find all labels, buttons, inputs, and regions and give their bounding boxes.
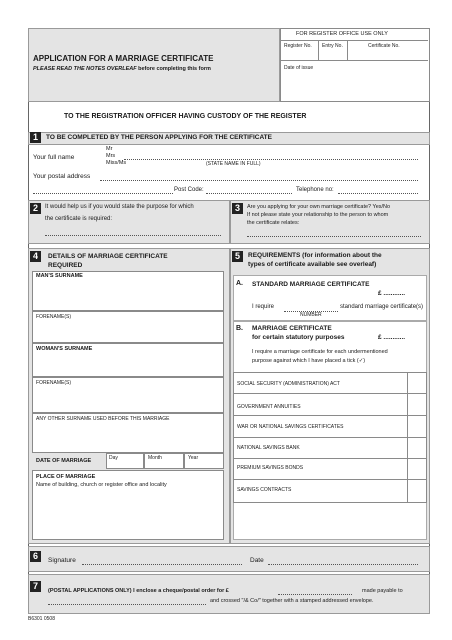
month-label: Month: [148, 455, 162, 461]
section-2-line-2: the certificate is required:: [45, 216, 113, 222]
signature-label: Signature: [48, 557, 76, 564]
purpose-label: PREMIUM SAVINGS BONDS: [237, 465, 304, 471]
state-name-hint: (STATE NAME IN FULL): [206, 161, 261, 167]
womans-forenames-label: FORENAME(S): [36, 380, 71, 386]
purpose-tick-box[interactable]: [407, 415, 427, 439]
section-1-heading: TO BE COMPLETED BY THE PERSON APPLYING FOR THE CERTIFICATE: [46, 134, 272, 141]
signature-field[interactable]: [82, 564, 242, 565]
register-no-field[interactable]: Register No.: [284, 43, 312, 49]
section-3-line-2: If not please state your relationship to the person to whom: [247, 212, 389, 218]
section-7-panel: [28, 574, 430, 614]
payment-amount-field[interactable]: [278, 594, 352, 595]
place-of-marriage-hint: Name of building, church or register office and locality: [36, 482, 167, 488]
section-4-heading-1: DETAILS OF MARRIAGE CERTIFICATE: [48, 253, 168, 260]
telephone-label: Telephone no:: [296, 187, 334, 193]
post-code-field[interactable]: [206, 193, 292, 194]
mans-surname-label: MAN'S SURNAME: [36, 273, 83, 279]
relationship-field[interactable]: [247, 236, 421, 237]
year-label: Year: [188, 455, 199, 461]
section-6-number: 6: [30, 551, 41, 562]
option-a-rest: standard marriage certificate(s): [340, 304, 424, 310]
place-of-marriage-box[interactable]: [32, 470, 224, 540]
date-of-marriage-label: DATE OF MARRIAGE: [36, 458, 92, 464]
postal-payment-line-1: (POSTAL APPLICATIONS ONLY) I enclose a cheque/postal order for £: [48, 588, 229, 594]
section-6-panel: [28, 546, 430, 572]
option-a-require: I require: [252, 304, 275, 310]
to-officer-heading: TO THE REGISTRATION OFFICER HAVING CUSTODY OF THE REGISTER: [64, 113, 307, 120]
option-b-text-2: purpose against which I have placed a tick (✓): [252, 358, 366, 364]
date-field[interactable]: [268, 564, 418, 565]
section-5-heading-1: REQUIREMENTS (for information about the: [248, 252, 382, 259]
title-miss: Miss/Ms: [106, 160, 127, 166]
purpose-tick-box[interactable]: [407, 437, 427, 460]
section-3-number: 3: [232, 203, 243, 214]
title-mrs: Mrs: [106, 153, 116, 159]
purpose-label: SOCIAL SECURITY (ADMINISTRATION) ACT: [237, 381, 340, 387]
section-2-number: 2: [30, 203, 41, 214]
postal-payment-line-2: and crossed "/& Co/" together with a stamped addressed envelope.: [210, 598, 374, 604]
postal-address-label: Your postal address: [33, 173, 91, 180]
day-label: Day: [109, 455, 118, 461]
section-4-number: 4: [30, 251, 41, 262]
option-a-price: £ ............: [378, 290, 406, 297]
entry-no-field[interactable]: Entry No.: [322, 43, 343, 49]
subtitle-rest: before completing this form: [136, 66, 211, 72]
form-subtitle: [33, 66, 211, 72]
option-a-letter: A.: [236, 280, 243, 287]
place-of-marriage-label: PLACE OF MARRIAGE: [36, 474, 96, 480]
other-surname-label: ANY OTHER SURNAME USED BEFORE THIS MARRIAGE: [36, 416, 170, 422]
purpose-label: WAR OR NATIONAL SAVINGS CERTIFICATES: [237, 424, 344, 430]
section-7-number: 7: [30, 581, 41, 592]
date-of-issue-field[interactable]: Date of issue: [284, 65, 314, 71]
purpose-label: NATIONAL SAVINGS BANK: [237, 445, 300, 451]
title-mr: Mr: [106, 146, 113, 152]
certificate-no-field[interactable]: Certificate No.: [368, 43, 400, 49]
purpose-label: SAVINGS CONTRACTS: [237, 487, 292, 493]
purpose-tick-box[interactable]: [407, 393, 427, 417]
option-b-price: £ ............: [378, 334, 406, 341]
section-3-line-3: the certificate relates:: [247, 220, 300, 226]
full-name-label: Your full name: [33, 154, 75, 161]
section-2-line-1: It would help us if you would state the purpose for which: [45, 204, 194, 210]
option-a-title: STANDARD MARRIAGE CERTIFICATE: [252, 281, 370, 288]
option-b-text-1: I require a marriage certificate for each undermentioned: [252, 349, 388, 355]
option-b-title-2: for certain statutory purposes: [252, 334, 345, 341]
postal-address-field[interactable]: [100, 180, 418, 181]
post-code-label: Post Code:: [174, 187, 204, 193]
form-title: APPLICATION FOR A MARRIAGE CERTIFICATE: [33, 54, 214, 63]
payable-to-label: made payable to: [362, 588, 403, 594]
purpose-field[interactable]: [45, 235, 221, 236]
mans-forenames-label: FORENAME(S): [36, 314, 71, 320]
section-4-heading-2: REQUIRED: [48, 262, 83, 269]
telephone-field[interactable]: [338, 193, 418, 194]
postal-address-line-2[interactable]: [33, 193, 173, 194]
office-heading: FOR REGISTER OFFICE USE ONLY: [296, 31, 388, 37]
purpose-tick-box[interactable]: [407, 372, 427, 395]
purpose-label: GOVERNMENT ANNUITIES: [237, 404, 301, 410]
full-name-field[interactable]: [124, 159, 418, 160]
date-label: Date: [250, 557, 264, 564]
option-b-title-1: MARRIAGE CERTIFICATE: [252, 325, 332, 332]
section-3-line-1: Are you applying for your own marriage certificate? Yes/No: [247, 204, 391, 210]
option-a-number-hint: NUMBER: [300, 312, 322, 318]
section-5-heading-2: types of certificate available see overleaf): [248, 261, 377, 268]
form-code: B6301 0508: [28, 616, 55, 622]
subtitle-emphasis: PLEASE READ THE NOTES OVERLEAF: [33, 66, 137, 72]
option-b-letter: B.: [236, 325, 243, 332]
title-panel: [28, 28, 280, 102]
section-1-number: 1: [30, 132, 41, 143]
purpose-tick-box[interactable]: [407, 458, 427, 481]
section-5-number: 5: [232, 251, 243, 262]
purpose-tick-box[interactable]: [407, 479, 427, 503]
payee-field[interactable]: [48, 604, 206, 605]
womans-surname-label: WOMAN'S SURNAME: [36, 346, 93, 352]
